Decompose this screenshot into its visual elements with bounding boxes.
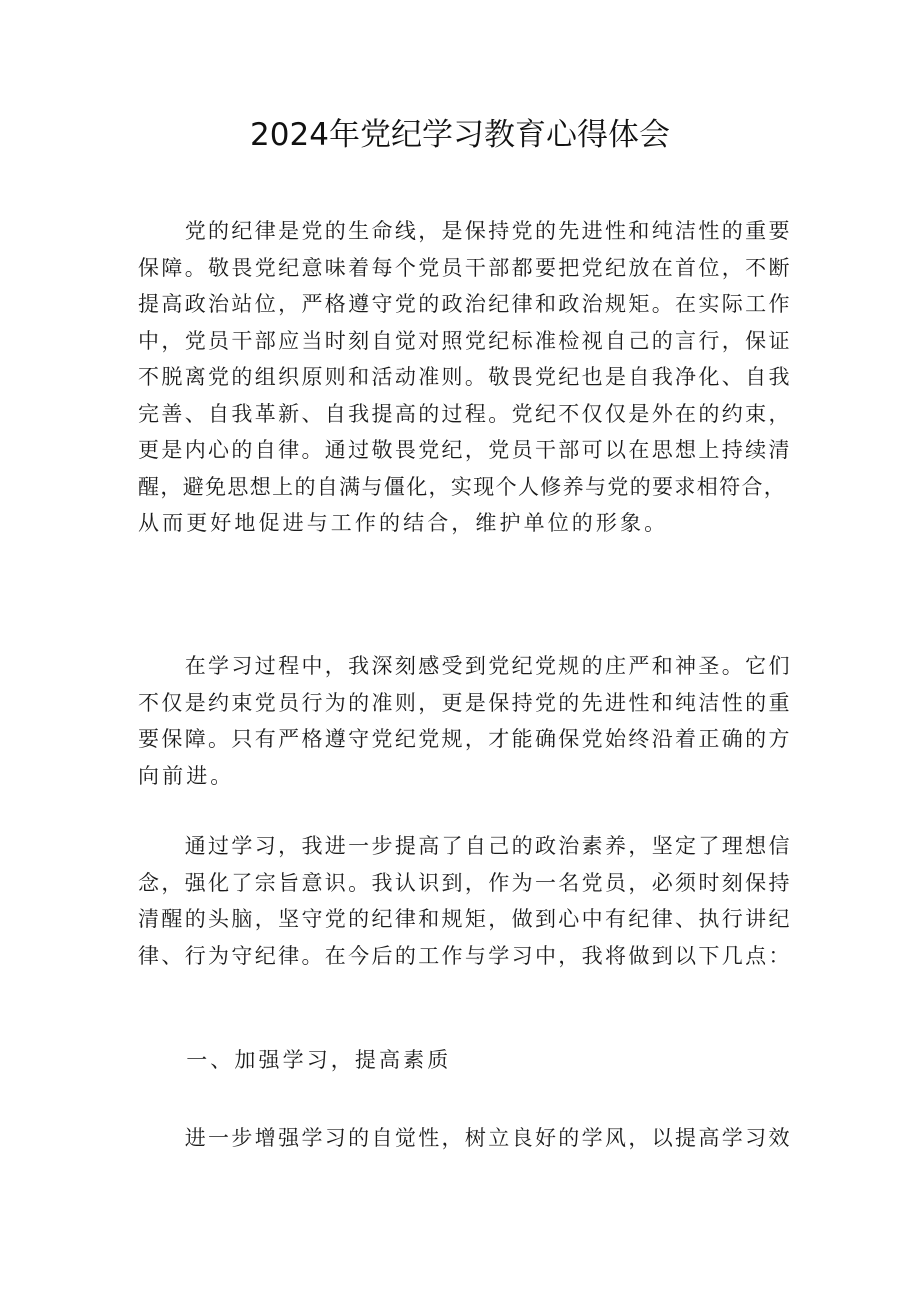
text-line: 清醒的头脑，坚守党的纪律和规矩，做到心中有纪律、执行讲纪 — [138, 907, 792, 931]
text-line: 进一步增强学习的自觉性，树立良好的学风，以提高学习效 — [138, 1126, 792, 1150]
text-line: 不脱离党的组织原则和活动准则。敬畏党纪也是自我净化、自我 — [138, 365, 792, 389]
text-line: 向前进。 — [138, 763, 235, 788]
text-line: 保障。敬畏党纪意味着每个党员干部都要把党纪放在首位，不断 — [138, 255, 792, 280]
section-heading-text: 一、加强学习，提高素质 — [138, 1048, 452, 1072]
text-line: 律、行为守纪律。在今后的工作与学习中，我将做到以下几点： — [138, 943, 792, 968]
text-line: 中，党员干部应当时刻自觉对照党纪标准检视自己的言行，保证 — [138, 328, 792, 353]
paragraph-1 — [138, 213, 792, 542]
text-line: 通过学习，我进一步提高了自己的政治素养，坚定了理想信 — [138, 834, 792, 858]
text-line: 要保障。只有严格遵守党纪党规，才能确保党始终沿着正确的方 — [138, 727, 792, 751]
text-line: 不仅是约束党员行为的准则，更是保持党的先进性和纯洁性的重 — [138, 690, 792, 715]
text-line: 在学习过程中，我深刻感受到党纪党规的庄严和神圣。它们 — [138, 654, 792, 678]
text-line: 念，强化了宗旨意识。我认识到，作为一名党员，必须时刻保持 — [138, 870, 792, 895]
text-line: 更是内心的自律。通过敬畏党纪，党员干部可以在思想上持续清 — [138, 438, 792, 462]
document-title: 2024年党纪学习教育心得体会 — [250, 117, 670, 153]
paragraph-5 — [138, 1120, 792, 1157]
paragraph-2 — [138, 648, 792, 794]
text-line: 党的纪律是党的生命线，是保持党的先进性和纯洁性的重要 — [138, 219, 792, 243]
text-line: 完善、自我革新、自我提高的过程。党纪不仅仅是外在的约束， — [138, 401, 792, 426]
text-line: 提高政治站位，严格遵守党的政治纪律和政治规矩。在实际工作 — [138, 292, 792, 316]
text-line: 醒，避免思想上的自满与僵化，实现个人修养与党的要求相符合， — [138, 474, 787, 499]
paragraph-3 — [138, 828, 792, 974]
section-heading — [138, 1042, 792, 1079]
text-line: 从而更好地促进与工作的结合，维护单位的形象。 — [138, 511, 669, 535]
